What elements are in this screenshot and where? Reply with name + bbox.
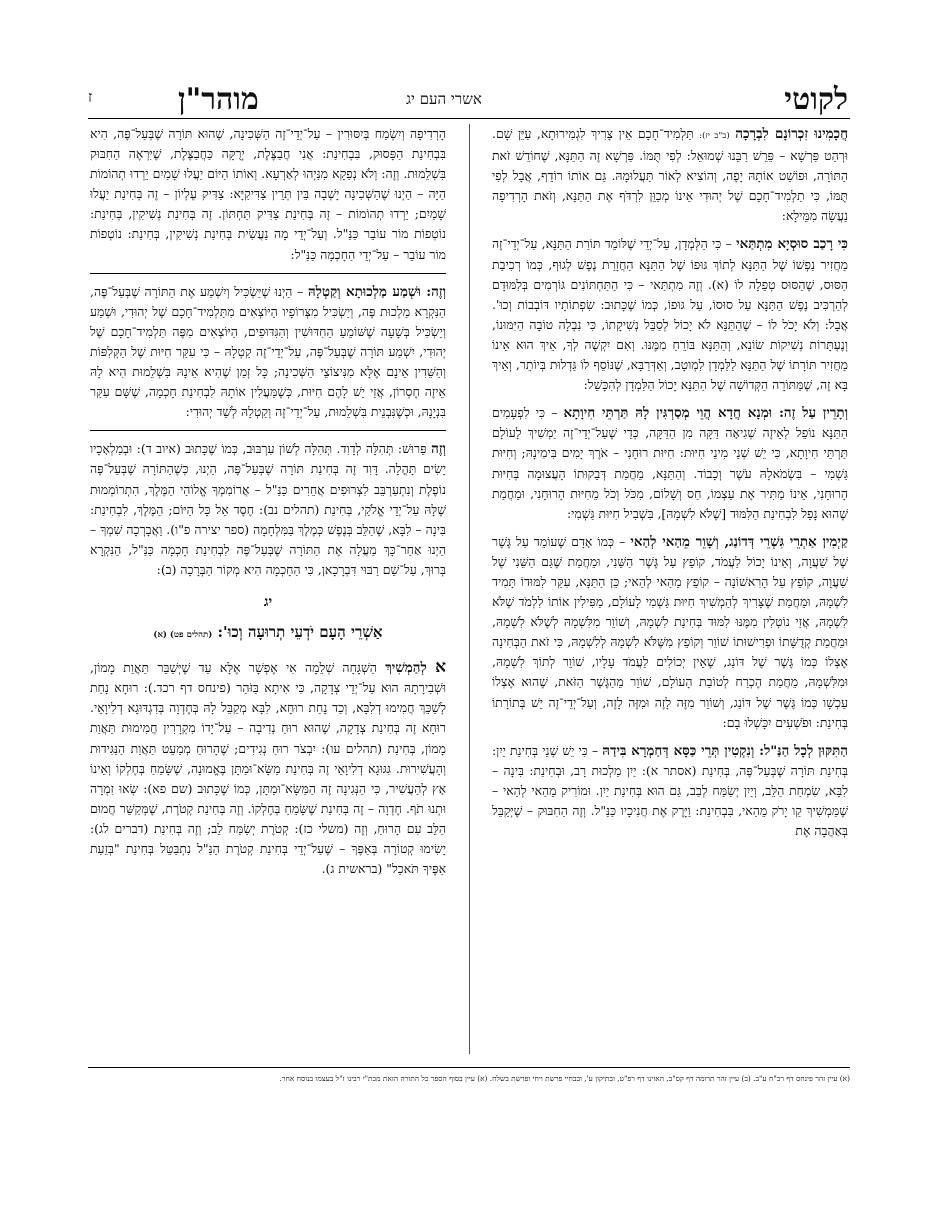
paragraph-lead-words: לְהַמְשִׁיךְ	[385, 660, 427, 677]
paragraph-text: תַּלְמִיד־חָכָם אֵין צָרִיךְ לִגְמִירוּתָא, עַיֵּן שָׁם. וּרְהַט פַּרְשָׁא – פֵּרֵשׁ רַבֵּנוּ שְׁמוּאֵל: לְפִי תֻּמּוֹ. פַּרְשָׁא זֶה הַתַּנָּא, שֶׁחוֹדֵשׁ זֹאת הַתּוֹרָה, וּפוֹשֵׁט אוֹתָהּ יָפֶה, וְהוֹצִיא לְאוֹר תַּעֲלוּמָהּ. גַּם אוֹתוֹ רוֹדֵף, אֲבָל לְפִי תֻּמּוֹ, כִּי תַלְמִיד־חָכָם שֶׁל יְהוּדִי אֵינוֹ מְכַוֵּן לִרְדֹּף אֶת הַתַּנָּא, וְזֹאת הָרְדִיפָה נַעֲשָׂה מִמֵּילָא:	[492, 126, 848, 224]
verse-source-ref: (תהלים פט) (א)	[153, 630, 213, 641]
paragraph	[90, 439, 446, 580]
book-title-moharan: מוהר"ן	[178, 82, 259, 117]
page-number: ז	[88, 88, 93, 106]
paragraph-text: – כְּמוֹ אָדָם שֶׁעוֹמֵד עַל גֶּשֶׁר שֶׁל שַׁעֲוָה, וְאֵינוֹ יָכוֹל לַעֲמֹד, קוֹפֵץ עַל גֶּשֶׁר הַשֵּׁנִי, וּמֵחֲמַת שֶׁגַּם הַשֵּׁנִי שֶׁל שַׁעֲוָה, קוֹפֵץ עַל הָרִאשׁוֹנָה – קוֹפֵץ מֵהַאי לְהַאי; כֵּן הַתַּנָּא, עִקַּר לִמּוּדוֹ תָּמִיד לִשְׁמָהּ, וּמֵחֲמַת שֶׁצָּרִיךְ לְהַמְשִׁיךְ חִיּוּת גַּשְׁמִי לָעוֹלָם, מַפִּילִין אוֹתוֹ לִלְמֹד שֶׁלֹּא לִשְׁמָהּ, אֲזַי נוֹטְלִין מִמֶּנּוּ לִמּוּד בְּחִינַת לִשְׁמָהּ, וְשׁוֹוֵר מִלִּשְׁמָהּ לְשֶׁלֹּא לִשְׁמָהּ, וּמֵחֲמַת קְדֻשָּׁתוֹ וּפְרִישׁוּתוֹ שׁוֹוֵר וְקוֹפֵץ מִשֶּׁלֹּא לִשְׁמָהּ לְלִשְׁמָהּ, כִּי זֹאת הַבְּחִינָה אֶצְלוֹ כְּמוֹ גֶּשֶׁר שֶׁל דּוֹנַג, שֶׁאֵין יְכוֹלִים לַעֲמֹד עָלָיו, שׁוֹוֵר לְתוֹךְ לִשְׁמָהּ, וּמִלִּשְׁמָהּ, מֵחֲמַת הֶכְרַח לְטוֹבַת הָעוֹלָם, שׁוֹוֵר מֵהַגֶּשֶׁר הַזֹּאת, שֶׁהוּא אֶצְלוֹ עַכְשָׁו כְּמוֹ גֶּשֶׁר שֶׁל דּוֹנַג, וְשׁוֹוֵר מִזֶּה לָזֶה וּמִזֶּה לָזֶה, וְעַל־יְדֵי־זֶה יֵשׁ בְּתוֹרָתוֹ בְּחִינַת: וּפֹשְׁעִים יִכָּשְׁלוּ בָם:	[492, 533, 848, 730]
paragraph-text: פֵּרוּשׁ: תְּהִלָּה לְדָוִד. תְּהִלָּה לְשׁוֹן עִרְבּוּב, כְּמוֹ שֶׁכָּתוּב (איוב ד): וּבְמַלְאָכָיו יָשִׂים תָּהֳלָה. דָּוִד זֶה בְּחִינַת תּוֹרָה שֶׁבְּעַל־פֶּה, הַיְנוּ, כְּשֶׁהַתּוֹרָה שֶׁבְּעַל־פֶּה נוֹפֶלֶת וְנִתְעַרְבֵּב לִצְרוּפִים אֲחֵרִים כַּנַּ"ל – אֲרוֹמִמְךָ אֱלוֹהַי הַמֶּלֶךְ, הִתְרוֹמְמוּת שֶׁלָּהּ עַל־יְדֵי אֱלֹקַי, בְּחִינַת (תהלים נב): חֶסֶד אֵל כָּל הַיּוֹם; הַמֶּלֶךְ, לִבְחִינַת: בִּינָה – לִבָּא, שֶׁהַלֵּב בְּנֶפֶשׁ כְּמֶלֶךְ בַּמִּלְחָמָה (ספר יצירה פ"ו). וַאֲבָרְכָה שִׁמְךָ – הַיְנוּ אַחַר־כָּךְ מַעֲלָה אֶת הַתּוֹרָה שֶׁבְּעַל־פֶּה לִבְחִינַת חָכְמָה כַּנַּ"ל, הַנִּקְרָא בְּרוּךְ, עַל־שֵׁם רַבּוּי דִּבְרָכָאן, כִּי הַחָכְמָה הִיא מְקוֹר הַבְּרָכָה (ב):	[90, 441, 446, 577]
paragraph	[492, 741, 848, 841]
header-rule	[88, 118, 850, 119]
paragraph	[90, 657, 446, 879]
section-separator	[90, 273, 446, 274]
section-verse-heading	[90, 622, 446, 645]
page-header	[88, 82, 848, 117]
source-reference: (ב"ב יז):	[699, 131, 730, 141]
verse-text: אַשְׁרֵי הָעָם יֹדְעֵי תְרוּעָה וְכוּ':	[217, 623, 383, 642]
paragraph	[90, 124, 446, 265]
paragraph	[492, 234, 848, 395]
paragraph	[492, 532, 848, 733]
right-column	[492, 124, 848, 1059]
paragraph-lead-words: וְזֶה: וּשְׁמַע מַלְכוּתָא וְקַטְלָהּ	[307, 283, 446, 300]
paragraph-lead-words: חֲכָמִינוּ זִכְרוֹנָם לִבְרָכָה	[735, 126, 848, 142]
section-number: יג	[263, 593, 273, 610]
column-divider	[469, 124, 470, 1054]
paragraph-lead-words: וְתָרֵין עַל זֶה: וּמְנָא חֲדָא הֲוֵי מְסַרְגִּין לָהּ תַּרְתֵּי חִיוָתָא	[563, 405, 848, 422]
paragraph	[90, 282, 446, 423]
paragraph-text: – הַיְנוּ שֶׁיַּשְׂכִּיל וְיִשְׁמַע אֶת הַתּוֹרָה שֶׁבְּעַל־פֶּה, הַנִּקְרָא מַלְכוּת פֶּה, וְיַשְׂכִּיל מִצְּרוֹפָיו הַיּוֹצְאִים מִתַּלְמִיד־חָכָם שֶׁל יְהוּדִי, וּשְׁמַע וְיַשְׂכִּיל בְּשָׁעָה שֶׁשּׁוֹמֵעַ הַחִדּוּשִׁין וְהַגִּדּוּפִים, הַיּוֹצְאִים מִפֶּה תַּלְמִיד־חָכָם שֶׁל יְהוּדִי, יִשְׁמַע תּוֹרָה שֶׁבְּעַל־פֶּה, עַל־יְדֵי־זֶה קַטְלָהּ – כִּי עִקַּר חִיּוּת שֶׁל הַקְּלִפּוֹת וְהַשֵּׁדִין אֵינָם אֶלָּא מִנִּיצוֹצֵי הַשְּׁכִינָה; כָּל זְמַן שֶׁהִיא אֵינָהּ בִּשְׁלֵמוּת הִיא לָהּ אֵיזֶה חֶסְרוֹן, אֲזַי יֵשׁ לָהֶם חִיּוּת, כְּשֶׁמַּעֲלִין אוֹתָהּ לִבְחִינַת חָכְמָה, שֶׁשָּׁם עִקַּר בִּנְיָנָהּ, וּכְשֶׁנִּבְנֵית בִּשְׁלֵמוּת, עַל־יְדֵי־זֶה וְקַטְלָהּ לְשֵׁד יְהוּדִי:	[90, 283, 446, 420]
paragraph-text: – כִּי לִפְעָמִים הַתַּנָּא נוֹפֵל לְאֵיזֶה שְׁגִיאָה דַּקָּה מִן הַדַּקָּה, כְּדֵי שֶׁעַל־יְדֵי־זֶה יַמְשִׁיךְ לָעוֹלָם תַּרְתֵּי חִיוָתָא, כִּי יֵשׁ שְׁנֵי מִינֵי חִיּוּת: חִיּוּת רוּחָנִי – אֹרֶךְ יָמִים בִּימִינָהּ; וְחִיּוּת גַּשְׁמִי – בִּשְׂמֹאלָהּ עֹשֶׁר וְכָבוֹד. וְהַתַּנָּא, מֵחֲמַת דְּבֵקוּתוֹ הָעֲצוּמָה בְּחִיּוּת הָרוּחָנִי, אֵינוֹ מַתִּיר אֶת עַצְמוֹ, חַס וְשָׁלוֹם, מִכֹּל וְכֹל מֵחִיּוּת הָרוּחָנִי, וּמֵחֲמַת שֶׁהוּא נָפַל לִבְחִינַת הַלִּמּוּד [שֶׁלֹּא לִשְׁמָהּ], בִּשְׁבִיל חִיּוּת גַּשְׁמִי:	[492, 405, 848, 521]
paragraph-text: – כִּי הַלְּמְדָן, עַל־יְדֵי שֶׁלּוֹמֵד תּוֹרַת הַתַּנָּא, עַל־יְדֵי־זֶה מַחֲזִיר נַפְשׁוֹ שֶׁל הַתַּנָּא לְתוֹךְ גּוּפוֹ שֶׁל הַתַּנָּא הַחֲזָרַת נֶפֶשׁ לְגוּף, כְּמוֹ רְכִיבַת הַסּוּס, שֶׁהַסּוּס טְפֵלָה לוֹ (א). וְזֶה מִתְתַּאי – כִּי הַתַּחְתּוֹנִים גּוֹרְמִים בְּלִמּוּדָם לְהַרְכִּיב נֶפֶשׁ הַתַּנָּא עַל סוּסוֹ, עַל גּוּפוֹ, כְּמוֹ שֶׁכָּתוּב: שִׂפְתוֹתָיו דּוֹבְבוֹת וְכוּ'. אֲבָל: וְלֹא יָכֹל לוֹ – שֶׁהַתַּנָּא לֹא יָכוֹל לְסַבֵּל נְשִׁיקָתוֹ, כִּי נִבְלָה טוֹבָה הַיִּמּוּנוֹ, וְנֶעְתָּרוֹת נְשִׁיקוֹת שׂוֹנֵא, וְהַתַּנָּא בּוֹרֵחַ מִמֶּנּוּ. וְאִם יִקְשֶׁה לְךָ, אֵיךְ הוּא אֵינוֹ מַחֲזִיר תּוֹרָתוֹ שֶׁל הַתַּנָּא לַלַּמְדָן לִמְוטָב, וְאַדְּרַבָּא, שֶׁנּוֹסֵף לוֹ גַּדְלוּת בְּיוֹתֵר, וְאֵיךְ בָּא זֶה, שֶׁמַּתּוֹרָה הַקְּדוֹשָׁה שֶׁל הַתַּנָּא יָכוֹל הַלַּמְדָן לְהִכָּשֵׁל:	[492, 236, 848, 393]
running-head: אשרי העם יג	[406, 90, 482, 108]
paragraph-text: – כִּי יֵשׁ שְׁנֵי בְּחִינַת יַיִן: בְּחִינַת תּוֹרָה שֶׁבְּעַל־פֶּה, בְּחִינַת (אסתר א): יַיִן מַלְכוּת רָב, וּבְחִינַת: בִּינָה – לִבָּא, שִׂמְחַת הַלֵּב, וְיַיִן יְשַׂמַּח לְבַב, גַּם הוּא בְּחִינַת יַיִן. וּמוֹרִיק מֵהַאי לְהַאי – שֶׁמַּמְשִׁיךְ קַו יָרֹק מֵהַאי, בִּבְחִינַת: וַיָּרֶק אֶת חֲנִיכָיו כַּנַּ"ל. וְזֶה הַחִבּוּק – שֶׁיְּקַבֵּל בְּאַהֲבָה אֶת	[492, 742, 848, 839]
paragraph-lead-words: קַיְמִין אַתְרֵי גִּשְׁרֵי דְּדוֹנַג, וְשָׁוֵר מֵהַאי לְהַאי	[630, 533, 848, 550]
paragraph-lead-words: וְזֶה	[431, 441, 446, 458]
paragraph-text: הַשְׁגָּחָה שְׁלֵמָה אִי אֶפְשָׁר אֶלָּא עַד שֶׁיְּשַׁבֵּר תַּאֲוַת מָמוֹן, וּשְׁבִירָתָהּ הוּא עַל־יְדֵי צְדָקָה, כִּי אִיתָא בַּזֹּהַר (פינחס דף רכד.): רוּחָא נָחַת לְשַׁכֵּךְ חֲמִימוּ דְלִבָּא, וְכַד נָחַת רוּחָא, לִבָּא מְקַבֵּל לָהּ בְּחֶדְוָה בְּדִגְדּוּגָא דְלִיוָאֵי. רוּחָא זֶה בְּחִינַת צְדָקָה, שֶׁהוּא רוּחַ נְדִיבָה – עַל־יָדוֹ מִקְרָרִין חֲמִימוּת תַּאֲוַת מָמוֹן, בְּחִינַת (תהלים עו): יִבְצֹר רוּחַ נְגִידִים; שֶׁהָרוּחַ מְמַעֵט תַּאֲוַת הַנַּגִּידוּת וְהָעֲשִׁירוּת. גִּגּוּגָא דְלִיוָאֵי זֶה בְּחִינַת מַשָּׂא־וּמַתָּן בֶּאֱמוּנָה, שֶׁשָּׂמֵחַ בְּחֶלְקוֹ וְאֵינוֹ אָץ לְהַעֲשִׁיר, כִּי הַנְּגִינָה זֶה הַמַּשָּׂא־וּמַתָּן, כְּמוֹ שֶׁכָּתוּב (שם פא): שְׂאוּ זִמְרָה וּתְנוּ תֹף. חֶדְוָה – זֶה בְּחִינַת שֶׁשָּׂמֵחַ בְּחֶלְקוֹ. וְזֶה בְּחִינַת קְטֹרֶת, שֶׁמְּקַשֵּׁר חֲמוּם הַלֵּב עִם הָרוּחַ, וְזֶה (משלי כז): קְטֹרֶת יְשַׂמַּח לֵב; וְזֶה בְּחִינַת (דברים לג): יָשִׂימוּ קְטוֹרָה בְּאַפֶּךָ – שֶׁעַל־יְדֵי בְּחִינַת קְטֹרֶת הַנַּ"ל נִתְבַּטֵּל בְּחִינַת "בְּזֵעַת אַפֶּיךָ תֹּאכַל" (בראשית ג).	[90, 660, 446, 877]
paragraph-lead-words: הַתִּקּוּן לְכָל הַנַּ"ל: וְנִקְטִין תְּרֵי כַּסָּא דְּחַמְרָא בִּידַהּ	[602, 742, 848, 759]
left-column	[90, 124, 446, 1059]
footnote-rule	[88, 1067, 850, 1068]
paragraph-lead-words: כִּי רָכַב סוּסְיָא מִתְתַּאי	[736, 236, 848, 253]
paragraph-letter: א	[435, 657, 446, 678]
footnotes: (א) עיין זהר פינחס דף רכ"ח ע"ב. (ב) עיין זהר תרומה דף קס"ב, האזינו דף רפ"ט, ובתיקון ע', ובבחיי פרשת ויחי ופרשת בשלח. (א) עיין בסוף הספר כל התורה הזאת מכת"י רבינו ז"ל בעצמו בנוסח אחר.	[279, 1074, 850, 1083]
paragraph-text: הָרְדִיפָה וְיִשְׂמַח בְּיִסּוּרִין – עַל־יְדֵי־זֶה הַשְּׁכִינָה, שֶׁהוּא תּוֹרָה שֶׁבְּעַל־פֶּה, הִיא בִּבְחִינַת הַפָּסוּק, בִּבְחִינַת: אֲנִי חֲבַצֶּלֶת, יְרֻקָּה כַּחֲבַצֶּלֶת, שֶׁיִּרְאֶה הַחִבּוּק בִּשְׁלֵמוּת. וְזֶה: וְלֹא נְפַקָא מִנַּיְהוּ לְאַרְעָא. וְאוֹתוֹ הַיּוֹם יַעֲלוּ שָׁמַיִם יֵרְדוּ תְהוֹמוֹת הַיָּה – הַיְנוּ שֶׁהַשְּׁכִינָה יָשְׁבָה בֵּין תְּרֵין צַדִּיקַיָּא: צַדִּיק עֶלְיוֹן – זֶה בְּחִינַת יַעֲלוּ שָׁמַיִם; יֵרְדוּ תְהוֹמוֹת – זֶה בְּחִינַת צַדִּיק תַּחְתּוֹן. זֶה בְּחִינַת נְשִׁיקִין, בְּחִינַת: נוֹטְפוֹת מוֹר עוֹבֵר כַּנַּ"ל. וְעַל־יְדֵי מָה נַעֲשִׂית בְּחִינַת נְשִׁיקִין, בְּחִינַת: נוֹטְפוֹת מוֹר עוֹבֵר – עַל־יְדֵי הַחָכְמָה כַּנַּ"ל:	[90, 126, 446, 262]
paragraph	[492, 403, 848, 524]
section-separator	[90, 430, 446, 431]
book-title-likutei: לקוטי	[784, 82, 848, 117]
paragraph	[492, 124, 848, 226]
